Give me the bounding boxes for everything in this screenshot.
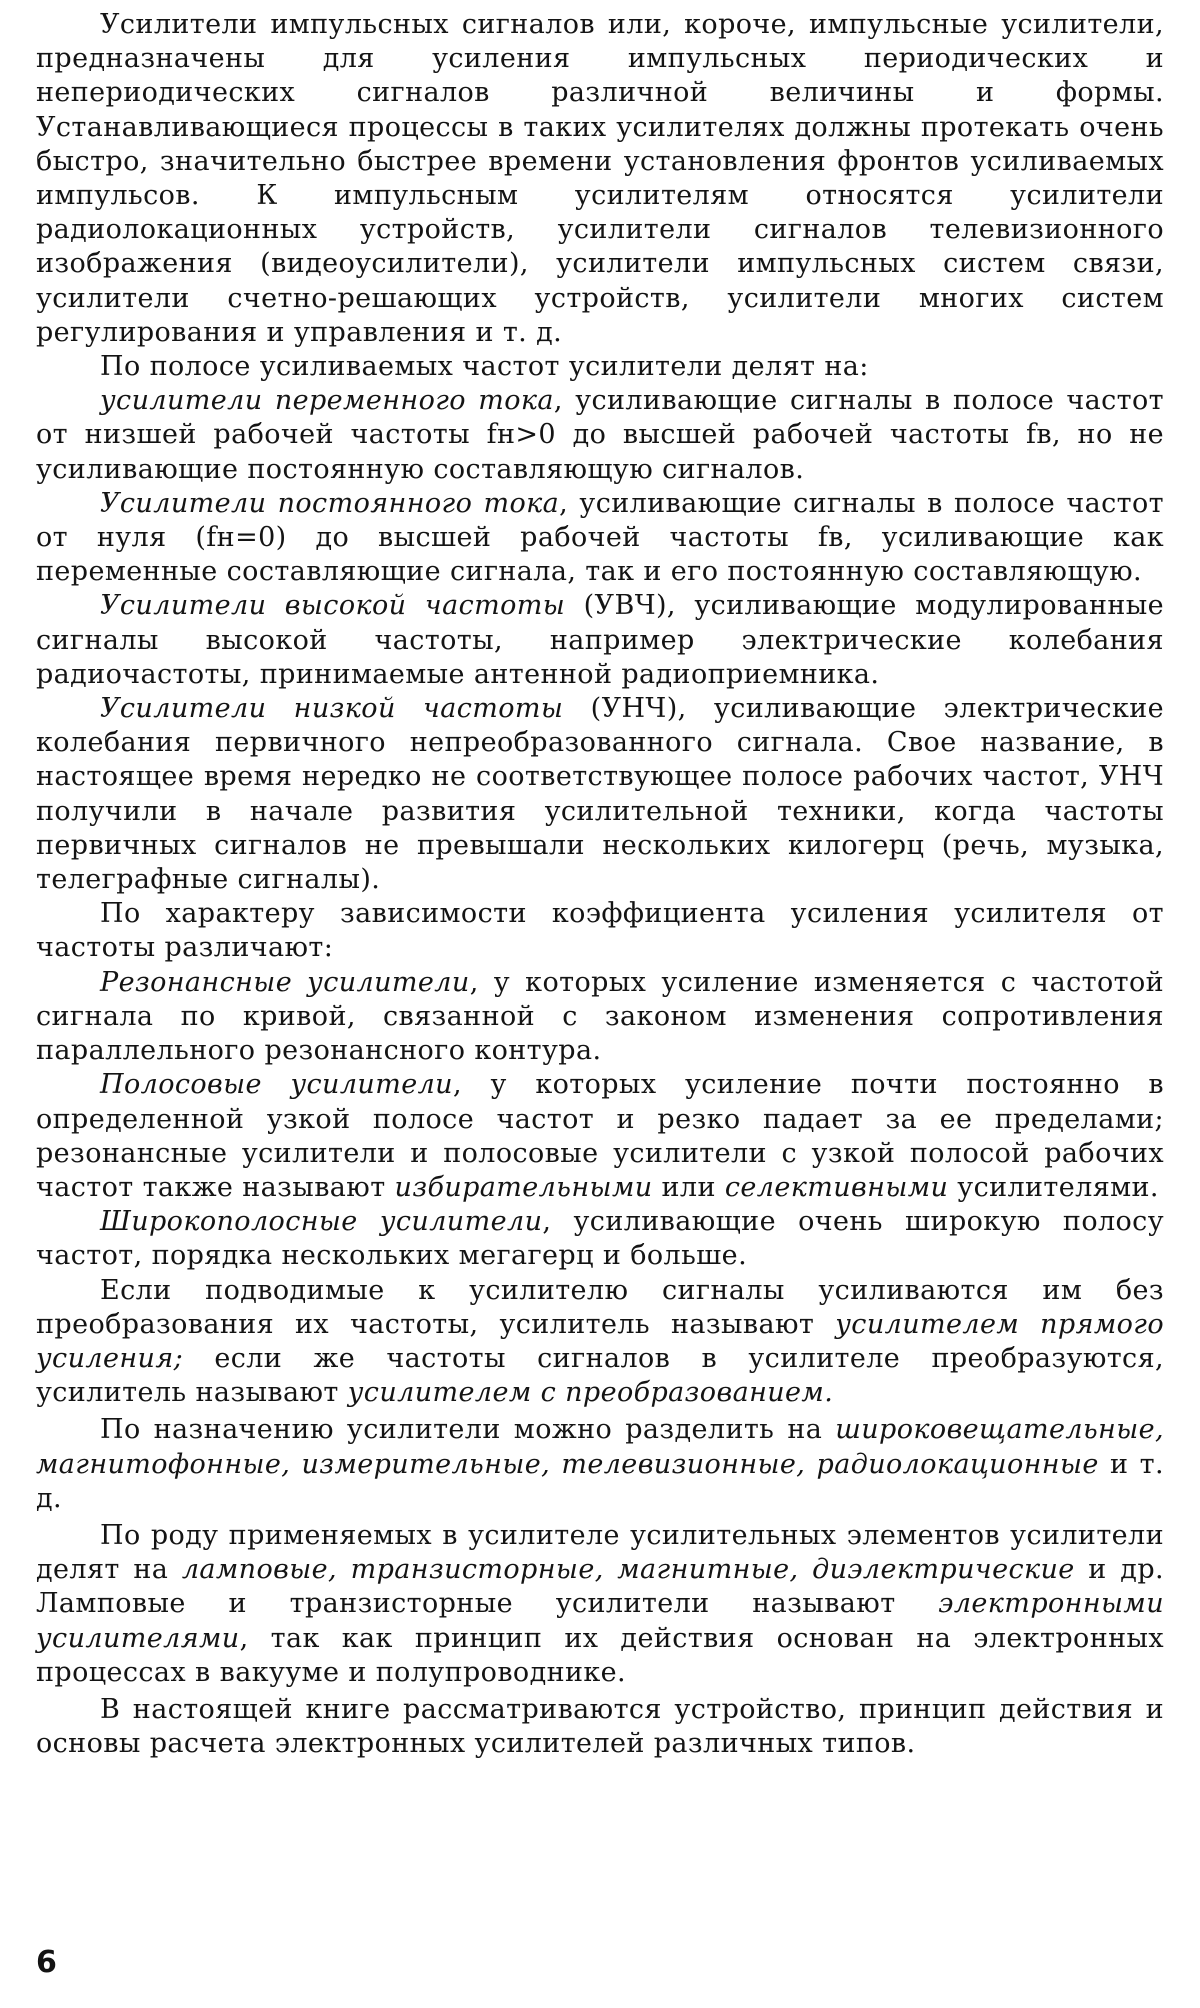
text-run: По характеру зависимости коэффициента усиления усилителя от частоты различают: (36, 898, 1164, 964)
text-run: В настоящей книге рассматриваются устройство, принцип действия и основы расчета электронных усилителей различных типов. (36, 1693, 1164, 1760)
text-run: если же частоты сигналов в усилителе преобразуются, усилитель называют (36, 1342, 1164, 1409)
italic-text-run: Полосовые усилители (100, 1069, 453, 1101)
text-run: По роду применяемых в усилителе усилительных элементов усилители делят на (36, 1519, 1164, 1586)
italic-text-run: Широкополосные усилители (100, 1206, 543, 1238)
text-run: , усиливающие сигналы в полосе частот от нуля (fн=0) до высшей рабочей частоты fв, усиливающие как переменные составляющие сигнала, так и его постоянную составляющую. (36, 487, 1164, 588)
italic-text-run: Усилители низкой частоты (100, 693, 564, 725)
text-run: (УВЧ), усиливающие модулированные сигналы высокой частоты, например электрические колебания радиочастоты, принимаемые антенной радиоприемника. (36, 590, 1165, 690)
italic-text-run: избирательными (394, 1171, 653, 1203)
text-run: , усиливающие сигналы в полосе частот от низшей рабочей частоты fн>0 до высшей рабочей частоты fв, но не усиливающие постоянную составляющую сигналов. (36, 385, 1164, 485)
paragraph (36, 692, 1164, 897)
paragraph (36, 1519, 1164, 1690)
text-run: Усилители импульсных сигналов или, короче, импульсные усилители, предназначены для усиления импульсных периодических и непериодических сигналов различной величины и формы. Устанавливающиеся процессы в таких усилителях должны протекать очень быстро, значительно быстрее времени установления фронтов усиливаемых импульсов. К импульсным усилителям относятся усилители радиолокационных устройств, усилители сигналов телевизионного изображения (видеоусилители), усилители импульсных систем связи, усилители счетно-решающих устройств, усилители многих систем регулирования и управления и т. д. (36, 9, 1164, 348)
paragraph (36, 384, 1164, 487)
paragraph (36, 8, 1164, 350)
text-run: Если подводимые к усилителю сигналы усиливаются им без преобразования их частоты, усилитель называют (36, 1274, 1164, 1340)
italic-text-run: Усилители постоянного тока (100, 487, 560, 519)
paragraph (36, 1274, 1164, 1411)
text-run: и т. д. (36, 1448, 1164, 1514)
paragraph (36, 1068, 1164, 1205)
italic-text-run: ламповые, транзисторные, магнитные, диэлектрические (181, 1554, 1075, 1586)
text-run: усилителями. (948, 1171, 1159, 1203)
paragraph (36, 589, 1164, 692)
paragraph (36, 1205, 1164, 1273)
italic-text-run: усилителем с преобразованием. (347, 1377, 834, 1409)
page-number: 6 (36, 1945, 58, 1980)
text-body (36, 8, 1164, 1761)
text-run: или (652, 1171, 725, 1203)
italic-text-run: селективными (724, 1171, 949, 1203)
text-run: По назначению усилители можно разделить на (100, 1414, 836, 1446)
italic-text-run: Резонансные усилители (100, 966, 470, 998)
paragraph (36, 1693, 1164, 1761)
text-run: , так как принцип их действия основан на электронных процессах в вакууме и полупроводнике. (36, 1622, 1164, 1688)
text-run: , усиливающие очень широкую полосу частот, порядка нескольких мегагерц и больше. (36, 1206, 1164, 1272)
italic-text-run: широковещательные, магнитофонные, измерительные, телевизионные, радиолокационные (36, 1414, 1164, 1480)
paragraph (36, 350, 1164, 384)
paragraph (36, 487, 1164, 590)
text-run: и др. Ламповые и транзисторные усилители называют (36, 1554, 1164, 1620)
text-run: По полосе усиливаемых частот усилители делят на: (100, 351, 869, 383)
italic-text-run: Усилители высокой частоты (100, 590, 566, 622)
paragraph (36, 1413, 1164, 1516)
paragraph (36, 966, 1164, 1069)
italic-text-run: усилителем прямого усиления; (36, 1308, 1164, 1374)
text-run: (УНЧ), усиливающие электрические колебания первичного непреобразованного сигнала. Свое название, в настоящее время нередко не соответствующее полосе рабочих частот, УНЧ получили в начале развития усилительной техники, когда частоты первичных сигналов не превышали нескольких килогерц (речь, музыка, телеграфные сигналы). (36, 693, 1165, 896)
italic-text-run: усилители переменного тока (100, 385, 554, 417)
paragraph (36, 897, 1164, 965)
text-run: , у которых усиление почти постоянно в определенной узкой полосе частот и резко падает за ее пределами; резонансные усилители и полосовые усилители с узкой полосой рабочих частот также называют (36, 1069, 1164, 1203)
text-run: , у которых усиление изменяется с частотой сигнала по кривой, связанной с законом изменения сопротивления параллельного резонансного контура. (36, 966, 1165, 1067)
italic-text-run: электронными усилителями (36, 1588, 1164, 1654)
